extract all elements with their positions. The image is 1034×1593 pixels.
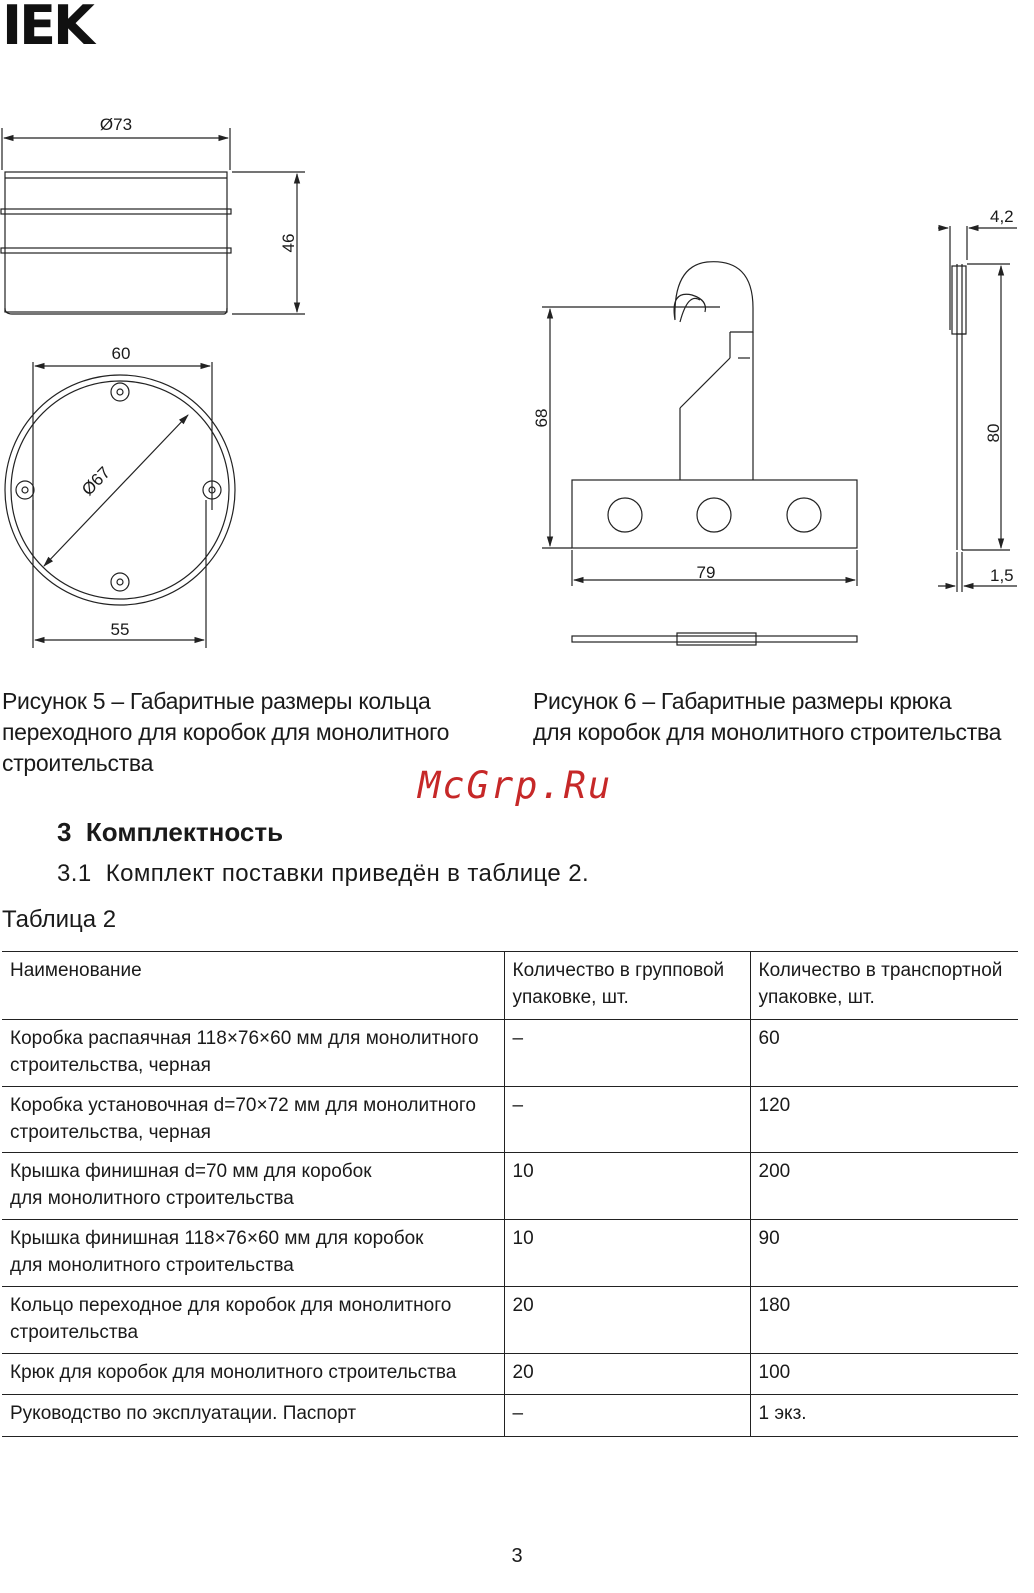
header-group-qty: Количество в групповой упаковке, шт.	[504, 952, 750, 1020]
dim-diameter-67: Ø67	[78, 463, 115, 500]
table-title: Таблица 2	[2, 906, 117, 933]
dim-height-68: 68	[532, 408, 551, 428]
row-group-qty: 10	[504, 1153, 750, 1220]
table-row	[2, 1087, 1018, 1153]
dim-width-79: 79	[696, 563, 716, 582]
row-name: Коробка установочная d=70×72 мм для монолитного строительства, черная	[2, 1087, 504, 1153]
row-transport-qty: 100	[750, 1354, 1018, 1395]
figure-5-caption-line: Рисунок 5 – Габаритные размеры кольца	[2, 688, 431, 714]
figure-6-drawing	[520, 200, 1030, 660]
table-header-row	[2, 952, 1018, 1020]
dim-diameter-73: Ø73	[99, 115, 133, 134]
table-row	[2, 1020, 1018, 1087]
row-transport-qty: 200	[750, 1153, 1018, 1220]
watermark: McGrp.Ru	[418, 764, 613, 807]
table-row	[2, 1354, 1018, 1395]
row-name: Руководство по эксплуатации. Паспорт	[2, 1395, 504, 1437]
row-name: Крышка финишная 118×76×60 мм для коробок для монолитного строительства	[2, 1220, 504, 1287]
row-name: Коробка распаячная 118×76×60 мм для монолитного строительства, черная	[2, 1020, 504, 1087]
figure-5-caption-line: переходного для коробок для монолитного	[2, 719, 450, 745]
figure-5-caption	[2, 686, 472, 779]
row-transport-qty: 90	[750, 1220, 1018, 1287]
row-name: Крышка финишная d=70 мм для коробок для монолитного строительства	[2, 1153, 504, 1220]
row-group-qty: 20	[504, 1287, 750, 1354]
table-row	[2, 1153, 1018, 1220]
table-row	[2, 1395, 1018, 1437]
figure-5-drawing	[0, 100, 320, 660]
kit-table	[2, 951, 1018, 1437]
row-name: Крюк для коробок для монолитного строительства	[2, 1354, 504, 1395]
figure-6-caption	[533, 686, 1028, 748]
row-transport-qty: 1 экз.	[750, 1395, 1018, 1437]
row-group-qty: –	[504, 1020, 750, 1087]
iek-logo: IEK	[2, 0, 92, 57]
row-transport-qty: 120	[750, 1087, 1018, 1153]
header-name: Наименование	[2, 952, 504, 1020]
row-group-qty: 20	[504, 1354, 750, 1395]
figure-6-caption-line: Рисунок 6 – Габаритные размеры крюка	[533, 688, 952, 714]
row-group-qty: 10	[504, 1220, 750, 1287]
dim-width-60: 60	[111, 344, 131, 363]
dim-height-46: 46	[279, 233, 298, 253]
row-group-qty: –	[504, 1087, 750, 1153]
dim-thickness-1-5: 1,5	[990, 566, 1014, 585]
dim-width-55: 55	[110, 620, 130, 639]
dim-thickness-4-2: 4,2	[990, 207, 1014, 226]
section-title: 3 Комплектность	[57, 817, 284, 847]
header-transport-qty: Количество в транспортной упаковке, шт.	[750, 952, 1018, 1020]
table-row	[2, 1220, 1018, 1287]
dim-height-80: 80	[984, 423, 1003, 443]
figure-6-caption-line: для коробок для монолитного строительства	[533, 719, 1002, 745]
page-number: 3	[511, 1545, 523, 1567]
row-transport-qty: 180	[750, 1287, 1018, 1354]
figure-5-caption-line: строительства	[2, 750, 154, 776]
table-row	[2, 1287, 1018, 1354]
row-group-qty: –	[504, 1395, 750, 1437]
row-name: Кольцо переходное для коробок для монолитного строительства	[2, 1287, 504, 1354]
section-text: 3.1 Комплект поставки приведён в таблице 2.	[57, 860, 590, 887]
row-transport-qty: 60	[750, 1020, 1018, 1087]
